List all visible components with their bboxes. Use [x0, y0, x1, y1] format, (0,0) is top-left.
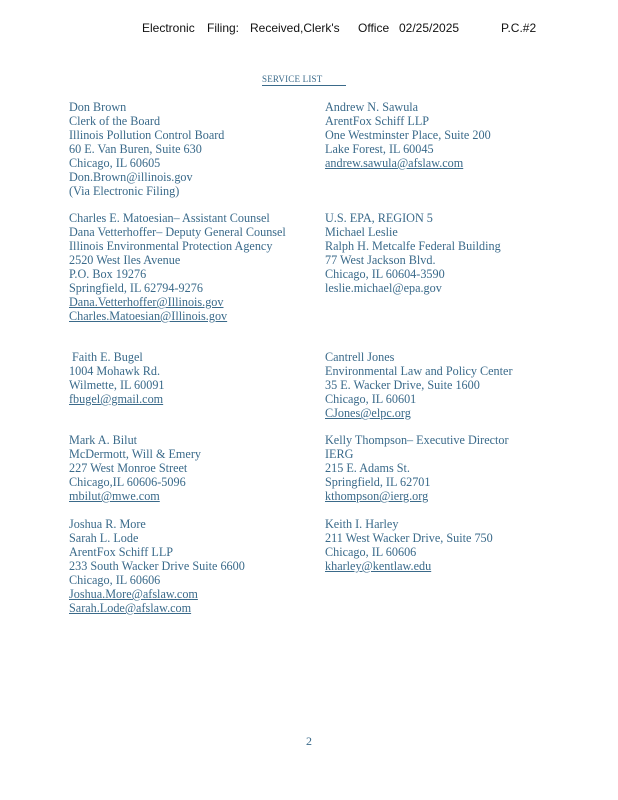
street: One Westminster Place, Suite 200 [325, 128, 491, 142]
organization: U.S. EPA, REGION 5 [325, 211, 433, 225]
stamp-date: 02/25/2025 [399, 21, 460, 35]
city-state-zip: Chicago, IL 60605 [69, 156, 161, 170]
organization: ArentFox Schiff LLP [69, 545, 174, 559]
city-state-zip: Wilmette, IL 60091 [69, 378, 165, 392]
email: Don.Brown@illinois.gov [69, 170, 193, 184]
page-number: 2 [306, 734, 312, 748]
name: Michael Leslie [325, 225, 398, 239]
address-block [69, 364, 324, 406]
stamp-received: Received,Clerk's [250, 21, 340, 35]
po-box: P.O. Box 19276 [69, 267, 147, 281]
city-state-zip: Springfield, IL 62794-9276 [69, 281, 203, 295]
name: Joshua R. More [69, 517, 146, 531]
name: Sarah L. Lode [69, 531, 139, 545]
address-block [72, 350, 327, 364]
street: 1004 Mohawk Rd. [69, 364, 161, 378]
city-state-zip: Chicago, IL 60604-3590 [325, 267, 445, 281]
city-state-zip: Chicago, IL 60606 [69, 573, 161, 587]
name: Andrew N. Sawula [325, 100, 419, 114]
address-block [69, 211, 324, 323]
name: Keith I. Harley [325, 517, 399, 531]
address-block [325, 350, 580, 420]
city-state-zip: Chicago, IL 60606 [325, 545, 417, 559]
delivery-note: (Via Electronic Filing) [69, 184, 180, 198]
organization: IERG [325, 447, 354, 461]
street: 215 E. Adams St. [325, 461, 410, 475]
street: 2520 West Iles Avenue [69, 253, 181, 267]
stamp-filing: Filing: [207, 21, 240, 35]
email-link[interactable]: Joshua.More@afslaw.com [69, 587, 198, 601]
building: Ralph H. Metcalfe Federal Building [325, 239, 501, 253]
address-block [325, 211, 580, 295]
city-state-zip: Lake Forest, IL 60045 [325, 142, 434, 156]
stamp-office: Office [358, 21, 390, 35]
street: 60 E. Van Buren, Suite 630 [69, 142, 202, 156]
email-link[interactable]: fbugel@gmail.com [69, 392, 164, 406]
filing-stamp-header [0, 21, 618, 37]
address-block [325, 100, 580, 170]
street: 35 E. Wacker Drive, Suite 1600 [325, 378, 480, 392]
organization: Illinois Pollution Control Board [69, 128, 225, 142]
name: Mark A. Bilut [69, 433, 138, 447]
email-link[interactable]: CJones@elpc.org [325, 406, 411, 420]
address-block [69, 433, 324, 503]
street: 211 West Wacker Drive, Suite 750 [325, 531, 493, 545]
email-link[interactable]: kharley@kentlaw.edu [325, 559, 432, 573]
city-state-zip: Chicago,IL 60606-5096 [69, 475, 186, 489]
email: leslie.michael@epa.gov [325, 281, 442, 295]
street: 77 West Jackson Blvd. [325, 253, 436, 267]
email-link[interactable]: Charles.Matoesian@Illinois.gov [69, 309, 228, 323]
organization: ArentFox Schiff LLP [325, 114, 430, 128]
email-link[interactable]: kthompson@ierg.org [325, 489, 429, 503]
name: Faith E. Bugel [72, 350, 143, 364]
name: Kelly Thompson– Executive Director [325, 433, 509, 447]
address-block [69, 100, 324, 198]
email-link[interactable]: andrew.sawula@afslaw.com [325, 156, 464, 170]
city-state-zip: Springfield, IL 62701 [325, 475, 431, 489]
name: Don Brown [69, 100, 127, 114]
organization: Environmental Law and Policy Center [325, 364, 513, 378]
email-link[interactable]: Dana.Vetterhoffer@Illinois.gov [69, 295, 224, 309]
name: Cantrell Jones [325, 350, 395, 364]
organization: Illinois Environmental Protection Agency [69, 239, 273, 253]
street: 233 South Wacker Drive Suite 6600 [69, 559, 245, 573]
stamp-electronic: Electronic [142, 21, 195, 35]
email-link[interactable]: Sarah.Lode@afslaw.com [69, 601, 192, 615]
address-block [69, 517, 324, 615]
title-line: Clerk of the Board [69, 114, 161, 128]
organization: McDermott, Will & Emery [69, 447, 201, 461]
address-block [325, 433, 580, 503]
street: 227 West Monroe Street [69, 461, 188, 475]
city-state-zip: Chicago, IL 60601 [325, 392, 417, 406]
service-list-title: SERVICE LIST [262, 74, 346, 86]
name: Dana Vetterhoffer– Deputy General Counsel [69, 225, 286, 239]
stamp-pc-number: P.C.#2 [501, 21, 537, 35]
name: Charles E. Matoesian– Assistant Counsel [69, 211, 270, 225]
email-link[interactable]: mbilut@mwe.com [69, 489, 160, 503]
address-block [325, 517, 580, 573]
